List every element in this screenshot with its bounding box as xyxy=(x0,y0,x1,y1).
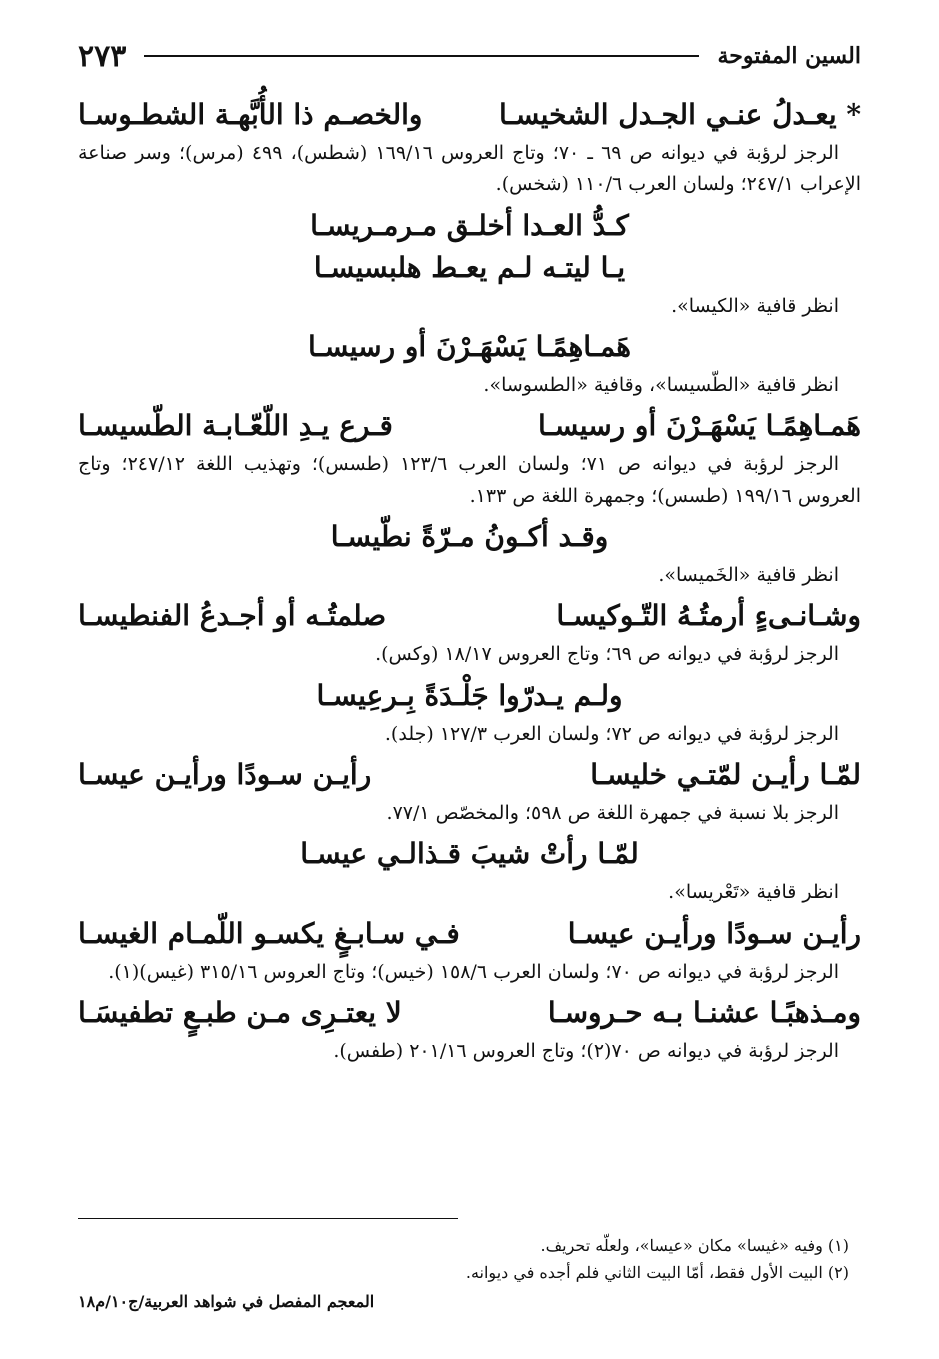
source-note: انظر قافية «تَعْريسا». xyxy=(668,881,839,904)
page-header xyxy=(78,36,861,76)
source-note: انظر قافية «الطّسيسا»، وقافية «الطسوسا». xyxy=(483,374,839,397)
hemistich: رأيـن سـودًا ورأيـن عيسـا xyxy=(78,758,372,792)
hemistich: وقـد أكـونُ مـرّةً نطّيسـا xyxy=(330,520,609,554)
source-note: الرجز لرؤبة في ديوانه ص ٧٠(٢)؛ وتاج العروس ٢٠١/١٦ (طفس). xyxy=(333,1040,839,1063)
verse-entry xyxy=(78,94,861,201)
verse-entry xyxy=(78,247,861,322)
verse-line xyxy=(78,913,861,955)
verse-line xyxy=(78,516,861,558)
verse-entry xyxy=(78,326,861,401)
verse-entry xyxy=(78,754,861,829)
hemistich: هَمـاهِمًـا يَسْهَـرْنَ أو رسيسـا xyxy=(308,330,631,364)
chapter-title: السين المفتوحة xyxy=(717,43,861,69)
source-note: انظر قافية «الخَميسا». xyxy=(658,564,839,587)
source-note: الرجز لرؤبة في ديوانه ص ٧١؛ ولسان العرب ١٢٣/٦ (طسس)؛ وتهذيب اللغة ٢٤٧/١٢؛ وتاج العروس ١٩٩/١٦ (طسس)؛ وجمهرة اللغة ص ١٣٣. xyxy=(78,453,861,507)
verse-line xyxy=(78,247,861,289)
hemistich: رأيـن سـودًا ورأيـن عيسـا xyxy=(567,916,861,950)
source-note: الرجز لرؤبة في ديوانه ص ٦٩؛ وتاج العروس ١٨/١٧ (وكس). xyxy=(375,643,839,666)
hemistich: لمّـا رأيـن لمّتـي خليسـا xyxy=(590,758,861,792)
verse-entry xyxy=(78,992,861,1067)
hemistich: قـرع يـدِ اللّعّـابـة الطّسيسـا xyxy=(78,409,393,443)
verse-line xyxy=(78,405,861,447)
verse-line xyxy=(78,205,861,247)
verse-entry xyxy=(78,205,861,247)
hemistich: كـدُّ العـدا أخلـق مـرمـريسـا xyxy=(310,208,629,242)
verse-entry xyxy=(78,516,861,591)
verse-line xyxy=(78,326,861,368)
hemistich: ومـذهبًـا عشنـا بـه حـروسـا xyxy=(547,996,861,1030)
source-note: الرجز لرؤبة في ديوانه ص ٧٢؛ ولسان العرب ١٢٧/٣ (جلد). xyxy=(384,722,839,745)
hemistich: لا يعتـرِى مـن طبـعٍ تطفيسَـا xyxy=(78,996,402,1030)
hemistich: هَمـاهِمًـا يَسْهَـرْنَ أو رسيسـا xyxy=(538,409,861,443)
footnotes xyxy=(78,1232,861,1286)
source-note: الرجز لرؤبة في ديوانه ص ٧٠؛ ولسان العرب ١٥٨/٦ (خيس)؛ وتاج العروس ٣١٥/١٦ (غيس)(١). xyxy=(108,960,839,983)
hemistich: * يعـدلُ عنـي الجـدل الشخيسـا xyxy=(498,98,861,131)
verse-entry xyxy=(78,405,861,512)
verse-entry xyxy=(78,913,861,988)
verse-entry xyxy=(78,833,861,908)
hemistich: وشـانـىءٍ أرمتُـهُ التّـوكيسـا xyxy=(556,599,861,633)
page-number: ٢٧٣ xyxy=(78,38,127,74)
hemistich: ولـم يـدرّوا جَلْـدَةً بِـرعِيسـا xyxy=(316,678,623,712)
verse-line xyxy=(78,675,861,717)
verse-line xyxy=(78,833,861,875)
source-note: انظر قافية «الكيسا». xyxy=(671,294,839,317)
footnote-2: (٢) البيت الأول فقط، أمّا البيت الثاني فلم أجده في ديوانه. xyxy=(465,1263,849,1283)
footnote-separator xyxy=(78,1218,458,1219)
hemistich: يـا ليتـه لـم يعـط هلبسيسـا xyxy=(313,250,626,284)
footnote-1: (١) وفيه «غيسا» مكان «عيسا»، ولعلّه تحريف. xyxy=(540,1236,849,1255)
verse-line xyxy=(78,992,861,1034)
entries-list xyxy=(78,94,861,1071)
book-footer: المعجم المفصل في شواهد العربية/ج١٠/م١٨ xyxy=(78,1292,375,1311)
source-note: الرجز بلا نسبة في جمهرة اللغة ص ٥٩٨؛ والمخصّص ٧٧/١. xyxy=(386,802,839,825)
verse-line xyxy=(78,94,861,136)
hemistich: والخصـم ذا الأُبَّهـة الشطـوسـا xyxy=(78,98,423,131)
hemistich: فـي سـابـغٍ يكسـو اللّمـام الغيسـا xyxy=(78,916,460,950)
verse-line xyxy=(78,754,861,796)
hemistich: صلمتُـه أو أجـدعُ الفنطيسـا xyxy=(78,599,387,633)
header-rule xyxy=(144,55,699,57)
source-note: الرجز لرؤبة في ديوانه ص ٦٩ ـ ٧٠؛ وتاج العروس ١٦٩/١٦ (شطس)، ٤٩٩ (مرس)؛ وسر صناعة الإعراب ٢٤٧/١؛ ولسان العرب ١١٠/٦ (شخس). xyxy=(78,142,861,196)
verse-entry xyxy=(78,595,861,670)
verse-entry xyxy=(78,675,861,750)
hemistich: لمّـا رأتْ شيبَ قـذالـي عيسـا xyxy=(300,837,639,871)
verse-line xyxy=(78,595,861,637)
